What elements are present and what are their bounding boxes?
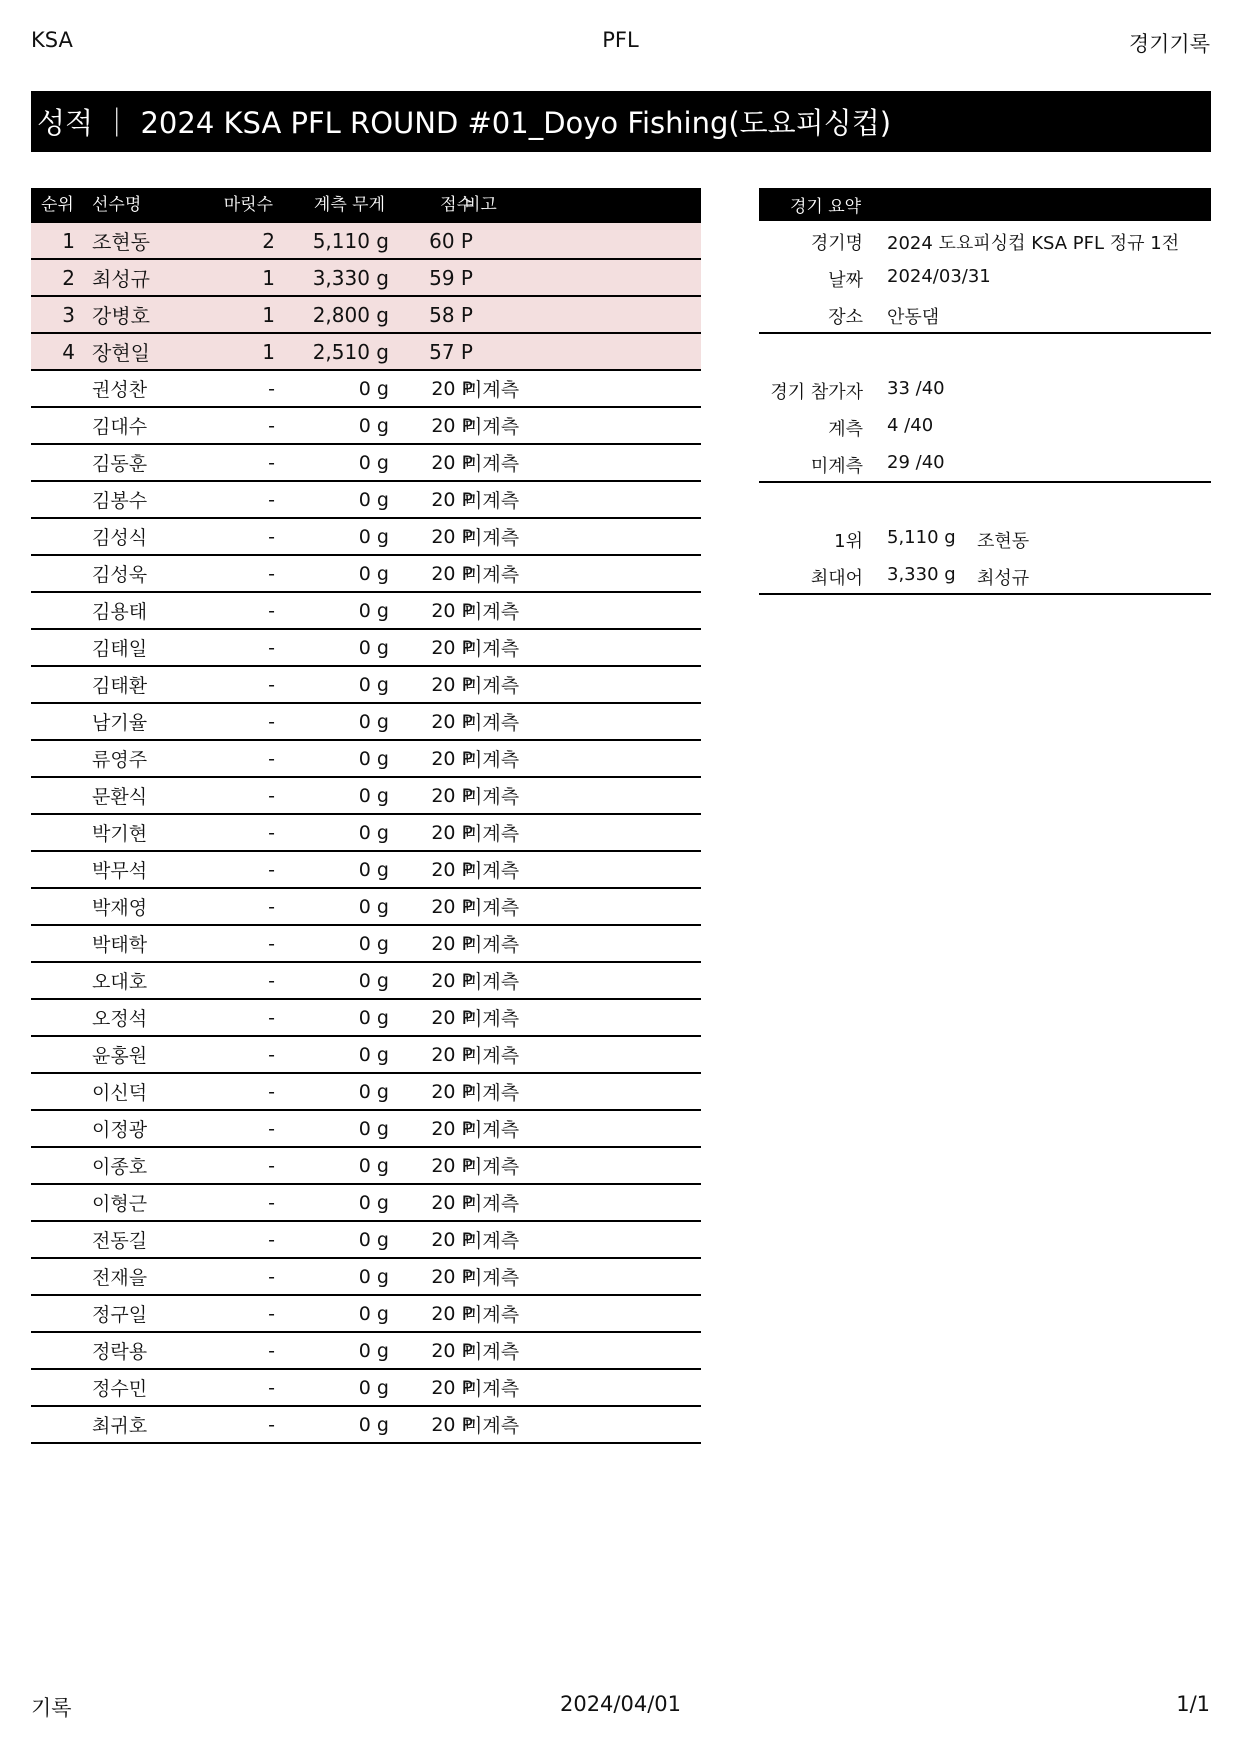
measured-value: 4 /40 [887,415,934,436]
cell-weight: 0 g [358,1191,389,1214]
cell-count: 1 [262,302,275,327]
first-weight: 5,110 g [887,527,956,548]
results-table-header [31,188,701,223]
cell-name: 김태일 [92,638,148,660]
results-table [31,188,701,1444]
cell-count: - [268,895,275,918]
cell-weight: 0 g [358,673,389,696]
cell-rank [31,593,75,628]
cell-count: - [268,1117,275,1140]
cell-rank [31,1259,75,1294]
cell-weight: 2,510 g [312,339,389,364]
cell-weight: 0 g [358,525,389,548]
cell-rank [31,963,75,998]
cell-name: 문환식 [92,786,148,808]
cell-rank [31,1037,75,1072]
col-note-header: 비고 [464,195,497,215]
cell-weight: 2,800 g [312,302,389,327]
summary-row-biggest [759,556,1211,595]
cell-name: 박무석 [92,860,148,882]
cell-count: - [268,858,275,881]
cell-rank [31,667,75,702]
cell-score: 20 P [431,1080,473,1103]
cell-rank [31,371,75,406]
cell-weight: 0 g [358,969,389,992]
table-row [31,926,701,963]
cell-score: 60 P [429,228,473,253]
cell-score: 20 P [431,636,473,659]
cell-score: 20 P [431,895,473,918]
measured-label: 계측 [828,419,863,440]
cell-weight: 0 g [358,414,389,437]
summary-spacer [759,334,1211,370]
cell-rank [31,889,75,924]
cell-rank [31,519,75,554]
table-row [31,741,701,778]
cell-name: 박기현 [92,823,148,845]
cell-count: 1 [262,339,275,364]
cell-note: 미계측 [464,1008,520,1030]
cell-weight: 0 g [358,784,389,807]
cell-weight: 0 g [358,858,389,881]
cell-name: 오대호 [92,971,148,993]
col-name-header: 선수명 [92,195,142,215]
cell-count: - [268,673,275,696]
cell-note: 미계측 [464,1378,520,1400]
cell-count: - [268,1006,275,1029]
header-left: KSA [31,28,73,52]
cell-note: 미계측 [464,379,520,401]
cell-name: 오정석 [92,1008,148,1030]
col-weight-header: 계측 무게 [313,195,385,215]
cell-rank [31,482,75,517]
cell-score: 20 P [431,1376,473,1399]
cell-weight: 0 g [358,1080,389,1103]
table-row [31,1333,701,1370]
table-row [31,593,701,630]
cell-note: 미계측 [464,564,520,586]
cell-count: - [268,784,275,807]
cell-weight: 0 g [358,377,389,400]
cell-rank: 2 [62,265,75,290]
cell-name: 정구일 [92,1304,148,1326]
cell-score: 20 P [431,1191,473,1214]
cell-name: 김성식 [92,527,148,549]
cell-rank [31,1074,75,1109]
cell-score: 20 P [431,821,473,844]
cell-score: 20 P [431,858,473,881]
cell-score: 20 P [431,1043,473,1066]
cell-note: 미계측 [464,823,520,845]
summary-spacer [759,483,1211,519]
biggest-name: 최성규 [977,568,1030,589]
cell-weight: 0 g [358,636,389,659]
table-row [31,1259,701,1296]
date-label: 날짜 [828,270,863,291]
cell-score: 20 P [431,488,473,511]
summary-row-first [759,519,1211,556]
cell-score: 20 P [431,377,473,400]
cell-rank [31,1222,75,1257]
cell-name: 김동훈 [92,453,148,475]
cell-score: 20 P [431,1413,473,1436]
cell-rank: 3 [62,302,75,327]
col-score-header: 점수 [440,195,473,215]
cell-rank [31,1296,75,1331]
cell-count: - [268,710,275,733]
cell-weight: 0 g [358,821,389,844]
cell-rank [31,1185,75,1220]
col-rank-header: 순위 [41,195,74,215]
cell-note: 미계측 [464,1415,520,1437]
cell-rank [31,408,75,443]
cell-rank [31,1148,75,1183]
cell-weight: 0 g [358,1302,389,1325]
cell-score: 59 P [429,265,473,290]
cell-name: 강병호 [92,304,150,328]
cell-rank [31,815,75,850]
cell-count: - [268,636,275,659]
cell-weight: 0 g [358,1376,389,1399]
page-title: 성적 ｜ 2024 KSA PFL ROUND #01_Doyo Fishing(도요피싱컵) [31,91,1211,152]
cell-note: 미계측 [464,749,520,771]
cell-score: 20 P [431,673,473,696]
cell-score: 20 P [431,1265,473,1288]
cell-count: - [268,1339,275,1362]
event-label: 경기명 [810,233,863,254]
cell-score: 20 P [431,1302,473,1325]
table-row [31,223,701,260]
cell-weight: 0 g [358,451,389,474]
cell-count: - [268,747,275,770]
cell-weight: 0 g [358,1006,389,1029]
table-row [31,852,701,889]
cell-note [464,297,664,332]
table-row [31,1296,701,1333]
cell-note: 미계측 [464,527,520,549]
table-row [31,630,701,667]
cell-count: - [268,969,275,992]
cell-name: 이신덕 [92,1082,148,1104]
cell-count: - [268,1154,275,1177]
cell-count: 1 [262,265,275,290]
cell-count: - [268,1043,275,1066]
date-value: 2024/03/31 [887,266,991,287]
cell-weight: 0 g [358,1265,389,1288]
cell-rank [31,1407,75,1442]
cell-score: 20 P [431,710,473,733]
table-row [31,1037,701,1074]
cell-count: - [268,1302,275,1325]
cell-note: 미계측 [464,1230,520,1252]
footer-date: 2024/04/01 [559,1692,682,1716]
cell-score: 20 P [431,1006,473,1029]
cell-note: 미계측 [464,1082,520,1104]
table-row [31,482,701,519]
header-center: PFL [602,28,639,52]
cell-note: 미계측 [464,971,520,993]
cell-name: 장현일 [92,341,150,365]
cell-count: - [268,414,275,437]
table-row [31,815,701,852]
cell-note [464,223,664,258]
cell-score: 20 P [431,525,473,548]
results-table-body [31,223,701,1444]
summary-row-measured [759,407,1211,444]
cell-name: 권성찬 [92,379,148,401]
cell-note: 미계측 [464,934,520,956]
cell-count: - [268,1413,275,1436]
cell-score: 20 P [431,451,473,474]
table-row [31,1222,701,1259]
cell-note: 미계측 [464,1304,520,1326]
cell-score: 20 P [431,1339,473,1362]
cell-weight: 0 g [358,599,389,622]
cell-weight: 0 g [358,932,389,955]
cell-rank [31,1000,75,1035]
cell-note: 미계측 [464,1341,520,1363]
biggest-label: 최대어 [810,568,863,589]
cell-score: 20 P [431,599,473,622]
cell-name: 김용태 [92,601,148,623]
cell-rank [31,741,75,776]
cell-count: - [268,932,275,955]
table-row [31,260,701,297]
cell-rank [31,852,75,887]
cell-weight: 0 g [358,1228,389,1251]
cell-rank [31,926,75,961]
cell-name: 이정광 [92,1119,148,1141]
cell-weight: 0 g [358,488,389,511]
cell-weight: 0 g [358,1117,389,1140]
table-row [31,1148,701,1185]
cell-name: 최귀호 [92,1415,148,1437]
summary-row-event [759,221,1211,258]
cell-note: 미계측 [464,601,520,623]
cell-note: 미계측 [464,638,520,660]
table-row [31,1407,701,1444]
cell-name: 이종호 [92,1156,148,1178]
cell-note: 미계측 [464,897,520,919]
table-row [31,1000,701,1037]
table-row [31,1111,701,1148]
cell-count: - [268,1191,275,1214]
cell-note: 미계측 [464,490,520,512]
cell-score: 20 P [431,784,473,807]
cell-score: 58 P [429,302,473,327]
cell-score: 20 P [431,969,473,992]
table-row [31,889,701,926]
cell-score: 20 P [431,562,473,585]
cell-score: 57 P [429,339,473,364]
cell-count: - [268,1265,275,1288]
cell-name: 윤홍원 [92,1045,148,1067]
cell-rank [31,1370,75,1405]
cell-count: - [268,525,275,548]
cell-note: 미계측 [464,675,520,697]
cell-note: 미계측 [464,1267,520,1289]
cell-name: 정수민 [92,1378,148,1400]
table-row [31,519,701,556]
cell-note: 미계측 [464,453,520,475]
cell-weight: 0 g [358,1413,389,1436]
cell-rank: 1 [62,228,75,253]
cell-weight: 0 g [358,895,389,918]
cell-score: 20 P [431,747,473,770]
cell-note: 미계측 [464,416,520,438]
cell-note: 미계측 [464,1193,520,1215]
first-label: 1위 [834,531,863,552]
header-right: 경기기록 [1128,32,1210,56]
cell-note: 미계측 [464,1156,520,1178]
cell-rank [31,445,75,480]
cell-rank [31,630,75,665]
cell-count: - [268,377,275,400]
participants-label: 경기 참가자 [770,382,863,403]
cell-rank [31,704,75,739]
cell-name: 김봉수 [92,490,148,512]
cell-count: - [268,1080,275,1103]
cell-name: 김성욱 [92,564,148,586]
cell-name: 박재영 [92,897,148,919]
cell-name: 김태환 [92,675,148,697]
table-row [31,297,701,334]
cell-score: 20 P [431,1228,473,1251]
unmeasured-value: 29 /40 [887,452,945,473]
cell-count: - [268,488,275,511]
cell-weight: 0 g [358,1154,389,1177]
cell-weight: 0 g [358,562,389,585]
biggest-weight: 3,330 g [887,564,956,585]
cell-rank [31,556,75,591]
footer-left: 기록 [31,1696,72,1720]
cell-count: - [268,1228,275,1251]
place-value: 안동댐 [887,307,940,328]
table-row [31,334,701,371]
cell-note: 미계측 [464,786,520,808]
table-row [31,1185,701,1222]
cell-rank [31,1333,75,1368]
place-label: 장소 [828,307,863,328]
participants-value: 33 /40 [887,378,945,399]
table-row [31,778,701,815]
cell-note: 미계측 [464,1119,520,1141]
cell-note [464,260,664,295]
cell-name: 조현동 [92,230,150,254]
cell-count: - [268,1376,275,1399]
table-row [31,667,701,704]
cell-name: 박태학 [92,934,148,956]
table-row [31,445,701,482]
cell-count: - [268,451,275,474]
cell-rank [31,778,75,813]
cell-score: 20 P [431,1154,473,1177]
cell-score: 20 P [431,414,473,437]
summary-heading: 경기 요약 [759,188,1211,221]
cell-count: - [268,599,275,622]
cell-score: 20 P [431,932,473,955]
cell-name: 전동길 [92,1230,148,1252]
cell-note: 미계측 [464,1045,520,1067]
cell-name: 이형근 [92,1193,148,1215]
cell-name: 정락용 [92,1341,148,1363]
cell-note: 미계측 [464,712,520,734]
page-number: 1/1 [1176,1692,1210,1716]
table-row [31,963,701,1000]
cell-weight: 0 g [358,1043,389,1066]
cell-score: 20 P [431,1117,473,1140]
cell-name: 김대수 [92,416,148,438]
first-name: 조현동 [977,531,1030,552]
cell-name: 최성규 [92,267,150,291]
table-row [31,704,701,741]
summary-panel [759,188,1211,595]
cell-weight: 0 g [358,747,389,770]
cell-count: - [268,562,275,585]
cell-count: 2 [262,228,275,253]
cell-name: 남기율 [92,712,148,734]
col-count-header: 마릿수 [223,195,273,215]
event-value: 2024 도요피싱컵 KSA PFL 정규 1전 [887,233,1180,254]
summary-row-place [759,295,1211,334]
cell-rank [31,1111,75,1146]
summary-row-participants [759,370,1211,407]
summary-row-date [759,258,1211,295]
summary-row-unmeasured [759,444,1211,483]
cell-weight: 3,330 g [312,265,389,290]
cell-note [464,334,664,369]
table-row [31,1074,701,1111]
table-row [31,556,701,593]
cell-weight: 5,110 g [312,228,389,253]
cell-count: - [268,821,275,844]
cell-note: 미계측 [464,860,520,882]
cell-weight: 0 g [358,1339,389,1362]
unmeasured-label: 미계측 [810,456,863,477]
cell-weight: 0 g [358,710,389,733]
cell-name: 전재을 [92,1267,148,1289]
table-row [31,1370,701,1407]
cell-rank: 4 [62,339,75,364]
cell-name: 류영주 [92,749,148,771]
table-row [31,408,701,445]
table-row [31,371,701,408]
